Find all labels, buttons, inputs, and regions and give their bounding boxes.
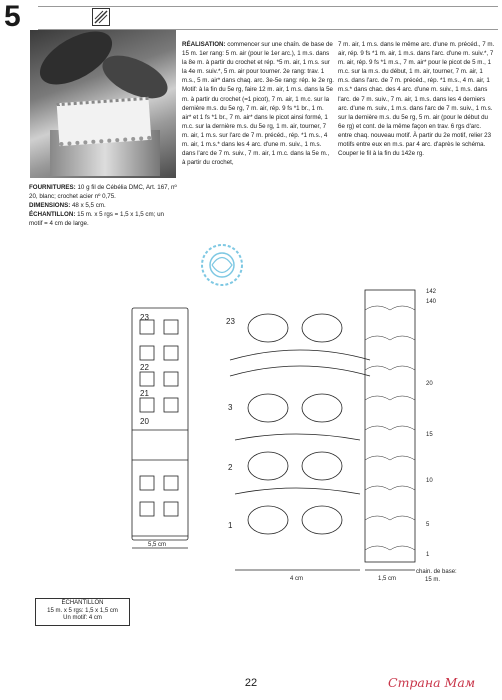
right-row-label: 2: [228, 463, 233, 472]
crochet-hook-icon: [92, 8, 110, 26]
dimensions-label: DIMENSIONS:: [29, 202, 71, 210]
motif-chains: [230, 314, 370, 534]
instructions-text-1: commencer sur une chaîn. de base de 15 m. 1er rang: 5 m. air (pour le 1er arc.), 1 m.s. dans la 8e m. à partir du crochet et rép. *5 m. air, 1 m.s. sur la 4e m. suiv.*, 5 m. air pour tourner. 2e rang: trav. 1 m.s., 5 m. air* dans chaq. arc. 3e-5e rang: rép. le 2e rg. Motif: à la fin du 5e rg, faire 12 m. air, 1 m.s. dans la 5e m. à partir du crochet (=1 picot), 7 m. air, 1 m.c. sur la dernière m.s. du 5e rg, 7 m. air, rép. 9 fs *1 br., 1 m. air* et 1 fs *1 br., 7 m. air* dans le picot ainsi formé, 1 m.c. sur la dernière m.s. du 5e rg, 1 m. air, tourner, 7 m. air, 1 m.s. sur l'arc de 7 m. précéd., rép. *1 m.s., 4 m. air, 1 m.s.* dans les 4 arc. d'une m. suiv., 1 m.s. dans l'arc de 7 m. suiv., 7 m. air, 1 m.c. dans la 5e m., à partir du crochet,: [182, 41, 335, 167]
sample-line-2: Un motif: 4 cm: [63, 615, 102, 621]
width-band-label: 1,5 cm: [378, 576, 397, 582]
side-mark: 10: [426, 478, 433, 484]
width-left-label: 5,5 cm: [148, 542, 167, 548]
echantillon-label: ÉCHANTILLON:: [29, 211, 76, 219]
side-mark: 5: [426, 522, 430, 528]
sample-box: [35, 598, 130, 626]
band-grid: [365, 290, 415, 562]
fournitures-text: 10 g fil de Cébélia DMC, Art. 167, nº 20, blanc; crochet acier nº 0,75.: [29, 184, 177, 201]
watermark-logo: Страна Мам: [388, 675, 476, 690]
instructions-column-1: [182, 40, 334, 167]
right-row-label: 23: [226, 317, 235, 326]
left-row-label: 23: [140, 313, 149, 322]
left-row-label: 21: [140, 389, 149, 398]
side-mark: 140: [426, 299, 437, 305]
fournitures-label: FOURNITURES:: [29, 184, 76, 191]
materials-block: [29, 183, 179, 228]
side-mark: 1: [426, 552, 430, 558]
page-number: 22: [244, 677, 258, 689]
left-row-label: 22: [140, 363, 149, 372]
side-mark: 142: [426, 289, 437, 295]
instructions-column-2: 7 m. air, 1 m.s. dans le même arc. d'une m. précéd., 7 m. air, rép. 9 fs *1 m. air, 1 m.s. dans l'arc. d'une m. suiv.*, 7 m. air, rép. 9 fs *1 m.s., 7 m. air* pour le picot de 5 m., 1 m.c. sur la m.s. du début, 1 m. air, tourner, 7 m. air, 1 m.s. dans l'arc. de 7 m. précéd., rép. *1 m.s., 4 m. air, 1 m.s.* dans chac. des 4 arc. d'une m. suiv., 1 m.s. dans l'arc. de 7 m. suiv., 7 m. air, 1 m.s. dans les 4 derniers arc. d'une m. suiv., 1 m.s. dans l'arc de 7 m. suiv., 1 m.s. sur la dernière m.s. du 5e rg, 5 m. air (pour le début du 6e rg) et cont. de la même façon en trav. 6 rgs d'arc. entre chaq. nouveau motif. À partir du 2e motif, relier 23 motifs entre eux en m.s. par 4 arc. d'après le schéma. Couper le fil à la fin du 142e rg.: [338, 41, 495, 158]
crochet-diagram: [120, 280, 457, 585]
realisation-label: RÉALISATION:: [182, 41, 226, 48]
right-row-label: 3: [228, 403, 233, 412]
sample-line-1: 15 m. x 5 rgs: 1,5 x 1,5 cm: [47, 607, 118, 614]
echantillon-text: 15 m. x 5 rgs = 1,5 x 1,5 cm; un motif = 4 cm de large.: [29, 211, 164, 228]
width-motif-label: 4 cm: [290, 576, 304, 582]
side-mark: 20: [426, 381, 433, 387]
chain-count: 15 m.: [425, 577, 441, 583]
chapter-number: 5: [4, 0, 21, 33]
sample-title: ÉCHANTILLON: [61, 600, 104, 606]
product-photo: [30, 30, 176, 178]
right-row-label: 1: [228, 521, 233, 530]
side-mark: 15: [426, 432, 433, 438]
dimensions-text: 48 x 5,5 cm.: [70, 202, 106, 210]
left-row-label: 20: [140, 417, 149, 426]
chain-label: chain. de base:: [416, 569, 457, 575]
